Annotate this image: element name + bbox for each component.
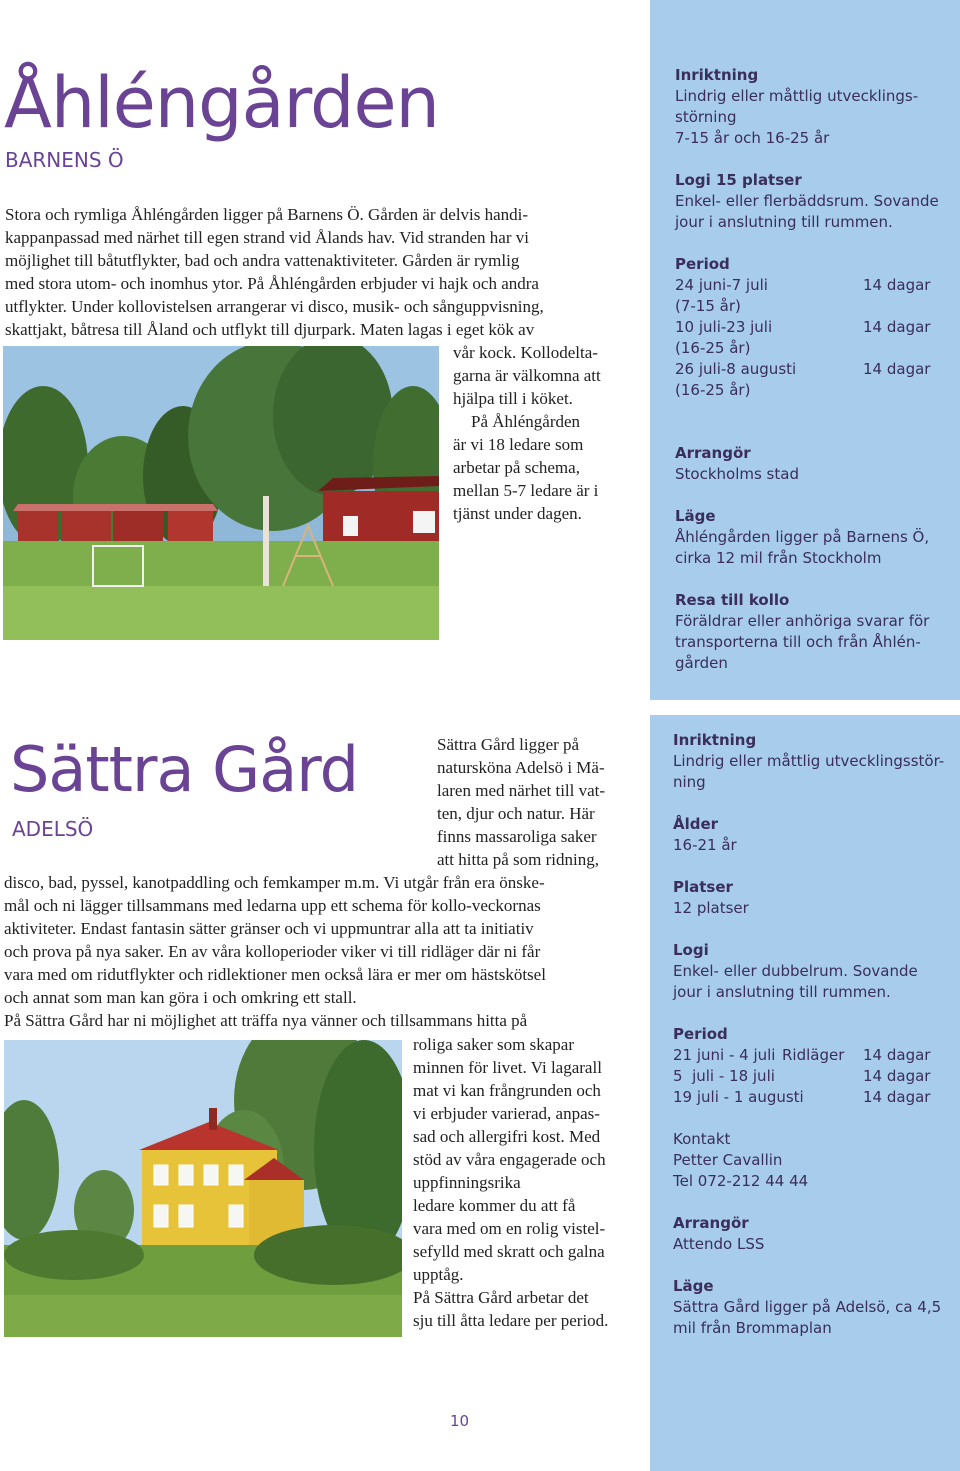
kontakt-label: Kontakt <box>673 1130 731 1148</box>
info-line: transporterna till och från Åhlén- <box>675 633 921 651</box>
period-dates: 5 juli - 18 juli <box>673 1067 775 1085</box>
alder-label: Ålder <box>673 815 719 833</box>
text-line: är vi 18 ledare som <box>453 435 584 454</box>
period-note: Ridläger <box>782 1046 845 1064</box>
info-line: 7-15 år och 16-25 år <box>675 129 830 147</box>
text-line: laren med närhet till vat- <box>437 781 606 800</box>
period-row <box>673 1045 958 1066</box>
text-line: stöd av våra engagerade och <box>413 1150 606 1169</box>
text-line: natursköna Adelsö i Mä- <box>437 758 605 777</box>
text-line: sju till åtta ledare per period. <box>413 1311 609 1330</box>
text-line: mellan 5-7 ledare är i <box>453 481 599 500</box>
text-line: möjlighet till båtutflykter, bad och andra vattenaktiviteter. Gården är rymlig <box>5 251 520 270</box>
arrangor-label: Arrangör <box>675 444 751 462</box>
text-beside-photo <box>453 341 643 525</box>
body-paragraph <box>4 871 644 1032</box>
text-line: garna är välkomna att <box>453 366 601 385</box>
period-row <box>673 1087 958 1108</box>
info-line: Föräldrar eller anhöriga svarar för <box>675 612 930 630</box>
text-line: aktiviteter. Endast fantasin sätter gränser och vi uppmuntrar alla att ta initiativ <box>4 919 534 938</box>
subtitle-adelso: ADELSÖ <box>12 817 94 841</box>
logi-label: Logi <box>673 941 709 959</box>
info-line: Sättra Gård ligger på Adelsö, ca 4,5 <box>673 1298 942 1316</box>
info-line: gården <box>675 654 728 672</box>
text-line: sefylld med skratt och galna <box>413 1242 605 1261</box>
text-line: vara med om en rolig vistel- <box>413 1219 606 1238</box>
ahlengarden-photo <box>3 346 439 640</box>
period-length: 14 dagar <box>863 1067 931 1085</box>
text-line: På Sättra Gård har ni möjlighet att träffa nya vänner och tillsammans hitta på <box>4 1011 528 1030</box>
period-ages: (7-15 år) <box>675 297 741 315</box>
text-line: Sättra Gård ligger på <box>437 735 580 754</box>
subtitle-barnens-o: BARNENS Ö <box>5 148 124 172</box>
arrangor-label: Arrangör <box>673 1214 749 1232</box>
page-number: 10 <box>450 1412 470 1430</box>
text-line: och annat som man kan göra i och omkring ett stall. <box>4 988 357 1007</box>
text-line: hjälpa till i köket. <box>453 389 573 408</box>
period-length: 14 dagar <box>863 276 931 294</box>
period-dates: 24 juni-7 juli <box>675 276 768 294</box>
page-title-ahlengarden: Åhléngården <box>4 62 439 144</box>
info-line: Enkel- eller flerbäddsrum. Sovande <box>675 192 939 210</box>
lage-label: Läge <box>673 1277 714 1295</box>
intro-paragraph <box>5 203 625 341</box>
logi-label: Logi 15 platser <box>675 171 802 189</box>
text-line: På Sättra Gård arbetar det <box>413 1288 589 1307</box>
text-line: utflykter. Under kollovistelsen arrangerar vi disco, musik- och sånguppvisning, <box>5 297 544 316</box>
info-line: cirka 12 mil från Stockholm <box>675 549 882 567</box>
info-line: störning <box>675 108 737 126</box>
period-label: Period <box>673 1025 728 1043</box>
period-length: 14 dagar <box>863 318 931 336</box>
text-line: upptåg. <box>413 1265 464 1284</box>
sattra-gard-photo <box>4 1040 402 1337</box>
period-row <box>675 275 955 296</box>
period-ages: (16-25 år) <box>675 339 751 357</box>
text-line: kappanpassad med närhet till egen strand vid Ålands hav. Vid stranden har vi <box>5 228 529 247</box>
period-ages: (16-25 år) <box>675 381 751 399</box>
inriktning-label: Inriktning <box>675 66 759 84</box>
period-length: 14 dagar <box>863 1088 931 1106</box>
info-line: ning <box>673 773 706 791</box>
info-line: Attendo LSS <box>673 1235 765 1253</box>
kontakt-name: Petter Cavallin <box>673 1151 783 1169</box>
kontakt-phone: Tel 072-212 44 44 <box>673 1172 809 1190</box>
text-line: arbetar på schema, <box>453 458 580 477</box>
text-line: och prova på nya saker. En av våra kolloperioder viker vi till ridläger där ni får <box>4 942 541 961</box>
text-line: ten, djur och natur. Här <box>437 804 595 823</box>
text-line: vara med om ridutflykter och ridlektioner men också lära er mer om hästskötsel <box>4 965 546 984</box>
text-line: disco, bad, pyssel, kanotpaddling och femkamper m.m. Vi utgår från era önske- <box>4 873 545 892</box>
info-text-sattra-gard <box>673 730 958 1360</box>
text-line: minnen för livet. Vi lagarall <box>413 1058 602 1077</box>
info-line: Enkel- eller dubbelrum. Sovande <box>673 962 918 980</box>
resa-label: Resa till kollo <box>675 591 790 609</box>
text-line: mål och ni lägger tillsammans med ledarna upp ett schema för kollo-veckornas <box>4 896 541 915</box>
text-beside-title <box>437 733 637 871</box>
text-line: skattjakt, båtresa till Åland och utflykt till djurpark. Maten lagas i eget kök av <box>5 320 535 339</box>
info-line: Åhléngården ligger på Barnens Ö, <box>675 528 930 546</box>
info-line: jour i anslutning till rummen. <box>675 213 893 231</box>
text-line: tjänst under dagen. <box>453 504 582 523</box>
info-text-ahlengarden <box>675 65 955 695</box>
info-line: 12 platser <box>673 899 749 917</box>
text-line: roliga saker som skapar <box>413 1035 574 1054</box>
text-line: att hitta på som ridning, <box>437 850 599 869</box>
info-line: 16-21 år <box>673 836 737 854</box>
period-dates: 19 juli - 1 augusti <box>673 1088 804 1106</box>
text-line: På Åhléngården <box>471 412 581 431</box>
text-line: uppfinningsrika <box>413 1173 521 1192</box>
period-dates: 26 juli-8 augusti <box>675 360 797 378</box>
text-line: mat vi kan frångrunden och <box>413 1081 601 1100</box>
period-label: Period <box>675 255 730 273</box>
text-line: sad och allergifri kost. Med <box>413 1127 601 1146</box>
info-line: Lindrig eller måttlig utvecklingsstör- <box>673 752 945 770</box>
text-beside-photo-2 <box>413 1033 648 1332</box>
period-row <box>675 359 955 380</box>
info-line: Lindrig eller måttlig utvecklings- <box>675 87 919 105</box>
info-line: jour i anslutning till rummen. <box>673 983 891 1001</box>
period-row <box>673 1066 958 1087</box>
text-line: ledare kommer du att få <box>413 1196 576 1215</box>
period-length: 14 dagar <box>863 360 931 378</box>
text-line: Stora och rymliga Åhléngården ligger på Barnens Ö. Gården är delvis handi- <box>5 205 529 224</box>
page-title-sattra-gard: Sättra Gård <box>10 733 358 806</box>
period-dates: 10 juli-23 juli <box>675 318 773 336</box>
text-line: vår kock. Kollodelta- <box>453 343 598 362</box>
inriktning-label: Inriktning <box>673 731 757 749</box>
text-line: finns massaroliga saker <box>437 827 597 846</box>
info-line: mil från Brommaplan <box>673 1319 832 1337</box>
text-line: vi erbjuder varierad, anpas- <box>413 1104 600 1123</box>
platser-label: Platser <box>673 878 733 896</box>
period-dates: 21 juni - 4 juli <box>673 1046 776 1064</box>
lage-label: Läge <box>675 507 716 525</box>
text-line: med stora utom- och inomhus ytor. På Åhléngården erbjuder vi hajk och andra <box>5 274 539 293</box>
period-row <box>675 317 955 338</box>
info-line: Stockholms stad <box>675 465 799 483</box>
period-length: 14 dagar <box>863 1046 931 1064</box>
